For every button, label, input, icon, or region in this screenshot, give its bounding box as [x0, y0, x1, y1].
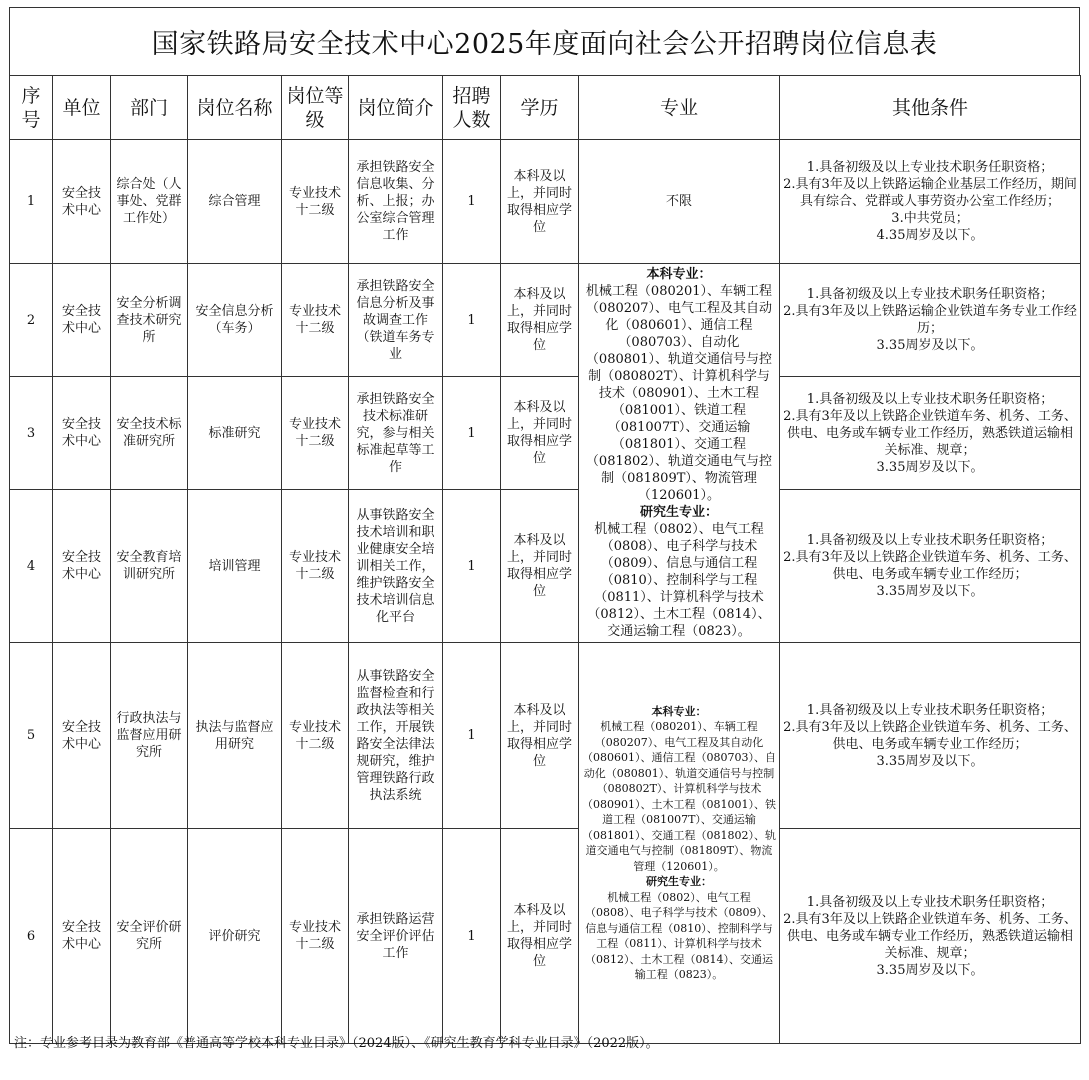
cell-post-desc: 从事铁路安全技术培训和职业健康安全培训相关工作，维护铁路安全技术培训信息化平台	[349, 490, 443, 643]
header-other: 其他条件	[780, 76, 1081, 140]
cell-education: 本科及以上，并同时取得相应学位	[501, 490, 579, 643]
cell-unit: 安全技术中心	[53, 140, 111, 264]
undergrad-label: 本科专业：	[646, 267, 712, 282]
cell-major: 不限	[579, 140, 780, 264]
grad-label: 研究生专业：	[646, 875, 712, 888]
cell-education: 本科及以上，并同时取得相应学位	[501, 829, 579, 1044]
cell-education: 本科及以上，并同时取得相应学位	[501, 643, 579, 829]
table-row	[10, 264, 1081, 377]
cell-dept: 安全评价研究所	[111, 829, 188, 1044]
table-row	[10, 140, 1081, 264]
cell-post-name: 执法与监督应用研究	[188, 643, 282, 829]
table-title: 国家铁路局安全技术中心2025年度面向社会公开招聘岗位信息表	[9, 7, 1080, 75]
cell-recruit-count: 1	[443, 264, 501, 377]
header-unit: 单位	[53, 76, 111, 140]
cell-other: 1.具备初级及以上专业技术职务任职资格； 2.具有3年及以上铁路运输企业基层工作经历，期间具有综合、党群或人事劳资办公室工作经历； 3.中共党员； 4.35周岁及以下。	[780, 140, 1081, 264]
cell-education: 本科及以上，并同时取得相应学位	[501, 140, 579, 264]
cell-recruit-count: 1	[443, 643, 501, 829]
grad-majors: 机械工程（0802）、电气工程（0808）、电子科学与技术（0809）、信息与通信工程（0810）、控制科学与工程（0811）、计算机科学与技术（0812）、土木工程（0814）、交通运输工程（0823）。	[585, 890, 773, 981]
recruitment-table	[9, 75, 1081, 1044]
header-recruit-count: 招聘人数	[443, 76, 501, 140]
cell-post-desc: 承担铁路安全信息分析及事故调查工作（铁道车务专业	[349, 264, 443, 377]
table-row	[10, 490, 1081, 643]
cell-post-desc: 承担铁路运营安全评价评估工作	[349, 829, 443, 1044]
cell-recruit-count: 1	[443, 490, 501, 643]
cell-unit: 安全技术中心	[53, 264, 111, 377]
cell-dept: 安全教育培训研究所	[111, 490, 188, 643]
cell-recruit-count: 1	[443, 829, 501, 1044]
cell-post-level: 专业技术十二级	[282, 264, 349, 377]
cell-other: 1.具备初级及以上专业技术职务任职资格； 2.具有3年及以上铁路运输企业铁道车务专业工作经历； 3.35周岁及以下。	[780, 264, 1081, 377]
cell-post-name: 安全信息分析（车务）	[188, 264, 282, 377]
table-row	[10, 829, 1081, 1044]
cell-education: 本科及以上，并同时取得相应学位	[501, 264, 579, 377]
header-education: 学历	[501, 76, 579, 140]
header-seq: 序号	[10, 76, 53, 140]
cell-post-name: 评价研究	[188, 829, 282, 1044]
undergrad-label: 本科专业：	[651, 704, 707, 718]
cell-major-group-2	[579, 643, 780, 1044]
cell-post-desc: 从事铁路安全监督检查和行政执法等相关工作，开展铁路安全法律法规研究，维护管理铁路行政执法系统	[349, 643, 443, 829]
cell-other: 1.具备初级及以上专业技术职务任职资格； 2.具有3年及以上铁路企业铁道车务、机务、工务、供电、电务或车辆专业工作经历，熟悉铁道运输相关标准、规章； 3.35周岁及以下。	[780, 377, 1081, 490]
cell-seq: 2	[10, 264, 53, 377]
cell-post-desc: 承担铁路安全信息收集、分析、上报；办公室综合管理工作	[349, 140, 443, 264]
cell-other: 1.具备初级及以上专业技术职务任职资格； 2.具有3年及以上铁路企业铁道车务、机务、工务、供电、电务或车辆专业工作经历； 3.35周岁及以下。	[780, 490, 1081, 643]
cell-seq: 5	[10, 643, 53, 829]
cell-recruit-count: 1	[443, 377, 501, 490]
cell-unit: 安全技术中心	[53, 829, 111, 1044]
cell-seq: 3	[10, 377, 53, 490]
cell-post-level: 专业技术十二级	[282, 490, 349, 643]
cell-post-name: 综合管理	[188, 140, 282, 264]
header-post-name: 岗位名称	[188, 76, 282, 140]
table-row	[10, 643, 1081, 829]
header-major: 专业	[579, 76, 780, 140]
cell-unit: 安全技术中心	[53, 490, 111, 643]
cell-other: 1.具备初级及以上专业技术职务任职资格； 2.具有3年及以上铁路企业铁道车务、机务、工务、供电、电务或车辆专业工作经历； 3.35周岁及以下。	[780, 643, 1081, 829]
header-post-level: 岗位等级	[282, 76, 349, 140]
cell-unit: 安全技术中心	[53, 377, 111, 490]
cell-unit: 安全技术中心	[53, 643, 111, 829]
cell-other: 1.具备初级及以上专业技术职务任职资格； 2.具有3年及以上铁路企业铁道车务、机务、工务、供电、电务或车辆专业工作经历，熟悉铁道运输相关标准、规章； 3.35周岁及以下。	[780, 829, 1081, 1044]
cell-dept: 安全技术标准研究所	[111, 377, 188, 490]
cell-dept: 行政执法与监督应用研究所	[111, 643, 188, 829]
cell-post-level: 专业技术十二级	[282, 140, 349, 264]
cell-major-group-1	[579, 264, 780, 643]
cell-post-level: 专业技术十二级	[282, 829, 349, 1044]
cell-post-desc: 承担铁路安全技术标准研究，参与相关标准起草等工作	[349, 377, 443, 490]
cell-post-name: 标准研究	[188, 377, 282, 490]
cell-education: 本科及以上，并同时取得相应学位	[501, 377, 579, 490]
header-post-desc: 岗位简介	[349, 76, 443, 140]
cell-post-level: 专业技术十二级	[282, 643, 349, 829]
cell-recruit-count: 1	[443, 140, 501, 264]
footnote: 注：专业参考目录为教育部《普通高等学校本科专业目录》（2024版）、《研究生教育学科专业目录》（2022版）。	[14, 1036, 659, 1051]
cell-post-name: 培训管理	[188, 490, 282, 643]
header-row	[10, 76, 1081, 140]
undergrad-majors: 机械工程（080201）、车辆工程（080207）、电气工程及其自动化（080601）、通信工程（080703）、自动化（080801）、轨道交通信号与控制（080802T）、计算机科学与技术（080901）、土木工程（081001）、铁道工程（081007T）、交通运输（081801）、交通工程（081802）、轨道交通电气与控制（081809T）、物流管理（120601）。	[585, 284, 773, 503]
cell-post-level: 专业技术十二级	[282, 377, 349, 490]
header-dept: 部门	[111, 76, 188, 140]
cell-seq: 1	[10, 140, 53, 264]
cell-dept: 综合处（人事处、党群工作处）	[111, 140, 188, 264]
grad-label: 研究生专业：	[639, 505, 718, 520]
cell-seq: 4	[10, 490, 53, 643]
undergrad-majors: 机械工程（080201）、车辆工程（080207）、电气工程及其自动化（080601）、通信工程（080703）、自动化（080801）、轨道交通信号与控制（080802T）、计算机科学与技术（080901）、土木工程（081001）、铁道工程（081007T）、交通运输（081801）、交通工程（081802）、轨道交通电气与控制（081809T）、物流管理（120601）。	[582, 720, 776, 873]
cell-seq: 6	[10, 829, 53, 1044]
table-row	[10, 377, 1081, 490]
grad-majors: 机械工程（0802）、电气工程（0808）、电子科学与技术（0809）、信息与通信工程（0810）、控制科学与工程（0811）、计算机科学与技术（0812）、土木工程（0814）、交通运输工程（0823）。	[587, 522, 771, 639]
cell-dept: 安全分析调查技术研究所	[111, 264, 188, 377]
